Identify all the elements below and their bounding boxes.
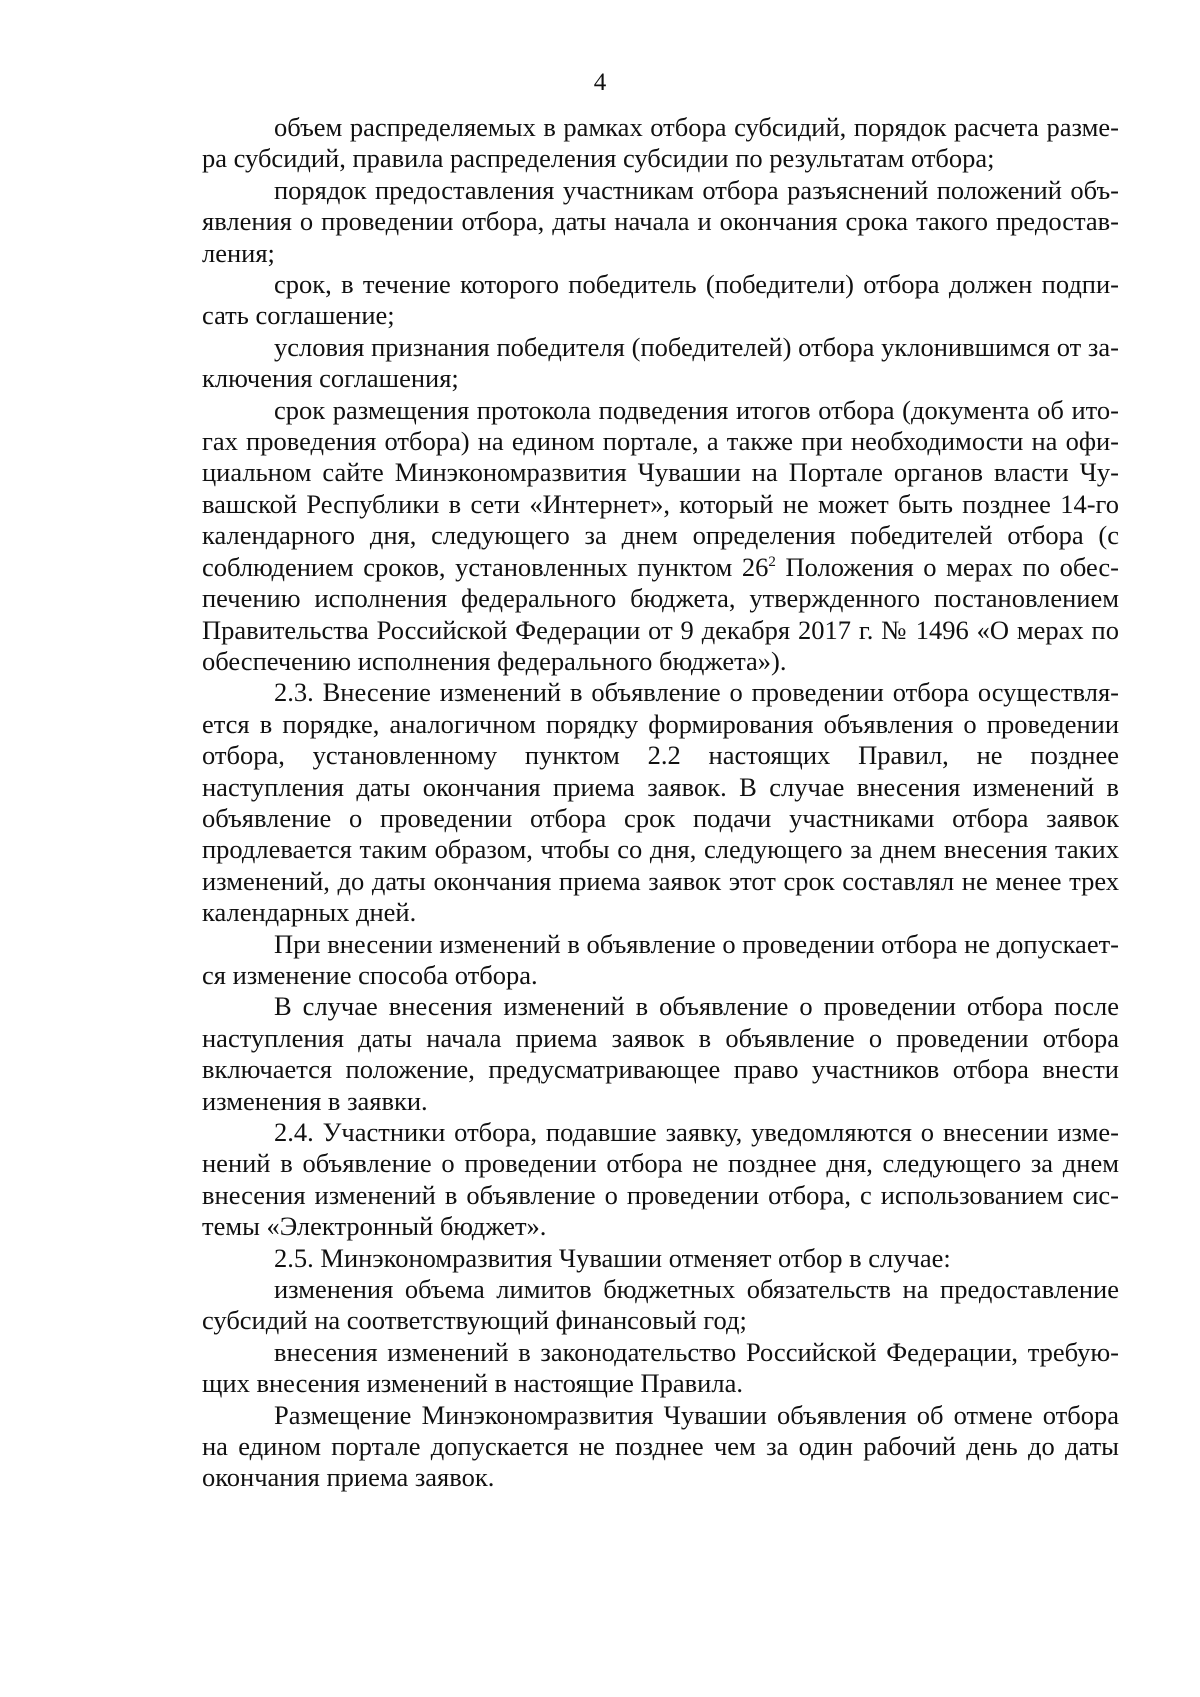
paragraph-clarifications: порядок предоставления участникам отбора разъяснений положений объявления о проведении отбора, даты начала и окончания срока такого предоставления; — [202, 174, 1119, 268]
paragraph-method-unchanged: При внесении изменений в объявление о проведении отбора не допускается изменение способа отбора. — [202, 928, 1119, 990]
paragraph-evasion-conditions: условия признания победителя (победителей) отбора уклонившимся от заключения соглашения; — [202, 331, 1119, 394]
superscript-mark: 2 — [768, 553, 776, 570]
paragraph-protocol-publication — [202, 395, 1119, 678]
paragraph-2-4-notification: 2.4. Участники отбора, подавшие заявку, уведомляются о внесении изменений в объявление о проведении отбора не позднее дня, следующего за днем внесения изменений в объявление о проведении отбора, с использованием системы «Электронный бюджет». — [202, 1117, 1119, 1242]
paragraph-legislation-change: внесения изменений в законодательство Российской Федерации, требующих внесения изменений в настоящие Правила. — [202, 1336, 1119, 1399]
paragraph-subsidy-volume: объем распределяемых в рамках отбора субсидий, порядок расчета размера субсидий, правила распределения субсидии по результатам отбора; — [202, 112, 1119, 174]
paragraph-limits-change: изменения объема лимитов бюджетных обязательств на предоставление субсидий на соответствующий финансовый год; — [202, 1274, 1119, 1336]
paragraph-2-5-cancellation: 2.5. Минэкономразвития Чувашии отменяет отбор в случае: — [274, 1242, 951, 1273]
paragraph-signing-deadline: срок, в течение которого победитель (победители) отбора должен подписать соглашение; — [202, 269, 1119, 331]
page-number: 4 — [593, 69, 607, 96]
paragraph-amend-applications: В случае внесения изменений в объявление о проведении отбора после наступления даты начала приема заявок в объявление о проведении отбора включается положение, предусматривающее право участников отбора внести изменения в заявки. — [202, 991, 1119, 1116]
paragraph-2-3-amendments: 2.3. Внесение изменений в объявление о проведении отбора осуществляется в порядке, аналогичном порядку формирования объявления о проведении отбора, установленному пунктом 2.2 настоящих Правил, не позднее наступления даты окончания приема заявок. В случае внесения изменений в объявление о проведении отбора срок подачи участниками отбора заявок продлевается таким образом, чтобы со дня, следующего за днем внесения таких изменений, до даты окончания приема заявок этот срок составлял не менее трех календарных дней. — [202, 677, 1119, 928]
protocol-text-part2: Положения о мерах по обеспечению исполнения федерального бюджета, утвержденного постановлением Правительства Российской Федерации от 9 декабря 2017 г. № 1496 «О мерах по обеспечению исполнения федерального бюджета»). — [202, 551, 1119, 676]
protocol-text-part1: срок размещения протокола подведения итогов отбора (документа об итогах проведения отбора) на едином портале, а также при необходимости на официальном сайте Минэкономразвития Чувашии на Портале органов власти Чувашской Республики в сети «Интернет», который не может быть позднее 14-го календарного дня, следующего за днем определения победителей отбора (с соблюдением сроков, установленных пунктом 26 — [202, 394, 1119, 582]
paragraph-cancellation-notice: Размещение Минэкономразвития Чувашии объявления об отмене отбора на едином портале допускается не позднее чем за один рабочий день до даты окончания приема заявок. — [202, 1399, 1119, 1493]
document-body — [202, 112, 1119, 1494]
